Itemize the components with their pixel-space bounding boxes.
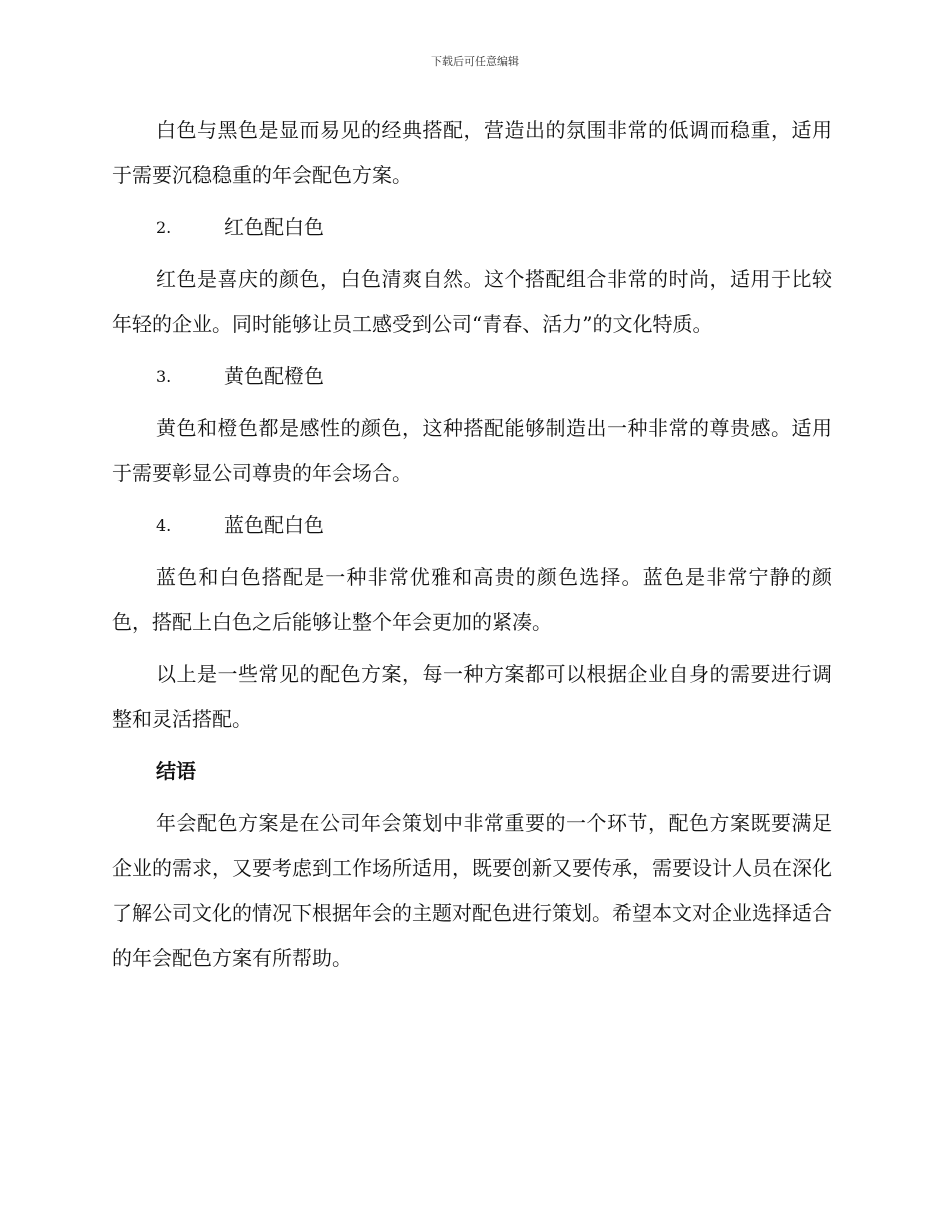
paragraph-yellow-orange: 黄色和橙色都是感性的颜色，这种搭配能够制造出一种非常的尊贵感。适用于需要彰显公司尊贵的年会场合。 (112, 416, 832, 485)
page-header: 下载后可任意编辑 (431, 55, 519, 68)
paragraph-summary: 以上是一些常见的配色方案，每一种方案都可以根据企业自身的需要进行调整和灵活搭配。 (112, 662, 832, 731)
list-item-red-white (112, 205, 832, 250)
paragraph-blue-white: 蓝色和白色搭配是一种非常优雅和高贵的颜色选择。蓝色是非常宁静的颜色，搭配上白色之后能够让整个年会更加的紧凑。 (112, 565, 832, 634)
list-title: 红色配白色 (224, 215, 324, 239)
document-body (112, 108, 832, 988)
list-item-blue-white (112, 503, 832, 548)
section-heading-conclusion: 结语 (156, 759, 196, 783)
list-item-yellow-orange (112, 354, 832, 399)
paragraph-red-white: 红色是喜庆的颜色，白色清爽自然。这个搭配组合非常的时尚，适用于比较年轻的企业。同时能够让员工感受到公司“青春、活力”的文化特质。 (112, 267, 832, 336)
paragraph-black-white: 白色与黑色是显而易见的经典搭配，营造出的氛围非常的低调而稳重，适用于需要沉稳稳重的年会配色方案。 (112, 118, 832, 187)
list-number: 3. (156, 367, 172, 386)
list-number: 2. (156, 218, 172, 237)
list-title: 蓝色配白色 (224, 513, 324, 537)
list-title: 黄色配橙色 (224, 364, 324, 388)
paragraph-conclusion: 年会配色方案是在公司年会策划中非常重要的一个环节，配色方案既要满足企业的需求，又要考虑到工作场所适用，既要创新又要传承，需要设计人员在深化了解公司文化的情况下根据年会的主题对配色进行策划。希望本文对企业选择适合的年会配色方案有所帮助。 (112, 811, 832, 970)
list-number: 4. (156, 516, 172, 535)
